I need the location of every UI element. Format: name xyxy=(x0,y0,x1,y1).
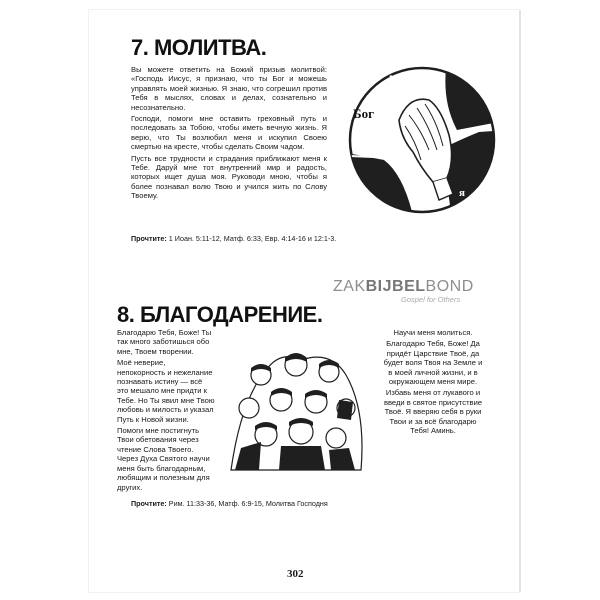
section-8-reading xyxy=(131,499,328,508)
read-label: Прочтите: xyxy=(131,234,167,243)
section-7-reading xyxy=(131,234,336,243)
section-8-paragraph: Благодарю Тебя, Боже! Ты так много заботишься обо мне, Твоем творении. xyxy=(117,328,212,356)
page-number: 302 xyxy=(287,568,304,580)
section-7-title: 7. МОЛИТВА. xyxy=(131,35,267,60)
section-7-text xyxy=(131,65,327,203)
section-8-paragraph: Благодарю Тебя, Боже! Да придёт Царствие Твоё, да будет воля Твоя на Земле и в моей личной жизни, и в окружающем меня мире. xyxy=(383,339,483,387)
label-god: Бог xyxy=(353,106,374,121)
watermark-tagline: Gospel for Others xyxy=(401,295,461,304)
section-8-paragraph: Помоги мне постигнуть Твои обетования через чтение Слова Твоего. Через Духа Святого научи меня быть благодарным, любящим и полезным для других. xyxy=(117,426,210,492)
section-7-paragraph: Господи, помоги мне оставить греховный путь и последовать за Тобою, чтобы иметь вечную жизнь. Я верю, что Ты возлюбил меня и искупил Своею смертью на кресте, чтобы сделать Своим чадом. xyxy=(131,114,327,152)
watermark xyxy=(333,278,474,304)
section-8-left-text xyxy=(117,328,215,494)
section-8-right-text xyxy=(381,328,485,437)
read-label: Прочтите: xyxy=(131,499,167,508)
section-8-paragraph: Моё неверие, непокорность и нежелание познавать истину — всё это мешало мне придти к Тебе. Но Ты явил мне Твою любовь и милость и указал Путь к Новой жизни. xyxy=(117,358,215,424)
section-8-title: 8. БЛАГОДАРЕНИЕ. xyxy=(117,302,323,327)
read-refs: 1 Иоан. 5:11-12, Матф. 6:33, Евр. 4:14-16 и 12:1-3. xyxy=(168,234,337,243)
prayer-circle-diagram xyxy=(329,60,509,220)
section-7-paragraph: Вы можете ответить на Божий призыв молитвой: «Господь Иисус, я признаю, что ты Бог и можешь управлять моей жизнью. Я знаю, что согрешил против Тебя в мыслях, словах и делах, сознательно и несознательно. xyxy=(131,65,327,112)
section-7-paragraph: Пусть все трудности и страдания приближают меня к Тебе. Даруй мне тот внутренний мир и радость, которых ищет душа моя. Руководи мною, чтобы я более познавал волю Твою и учился жить по Слову Твоему. xyxy=(131,153,327,201)
crowd-illustration xyxy=(221,330,371,475)
label-me: я xyxy=(459,187,465,199)
section-8-paragraph: Научи меня молиться. xyxy=(393,328,473,337)
read-refs: Рим. 11:33-36, Матф. 6:9-15, Молитва Господня xyxy=(168,499,328,508)
section-8-paragraph: Избавь меня от лукавого и введи в святое присутствие Твоё. Я вверяю себя в руки Твои и за всё благодарю Тебя! Аминь. xyxy=(383,388,483,436)
watermark-logo: ZAKBIJBELBOND xyxy=(333,278,474,295)
